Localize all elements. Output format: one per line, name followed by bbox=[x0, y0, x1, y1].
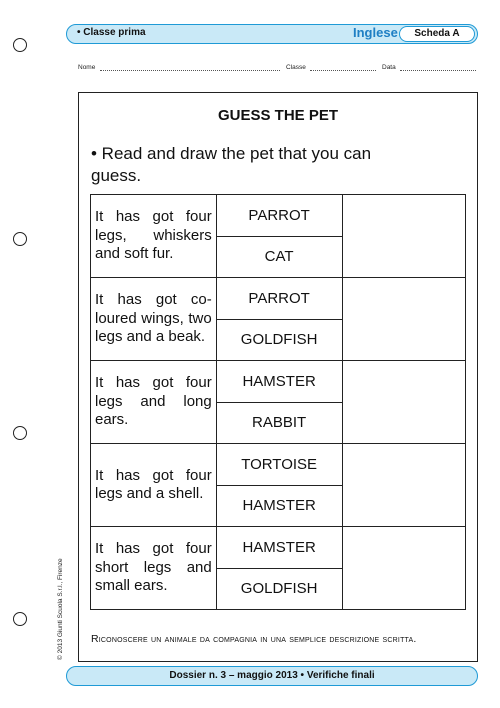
pet-description: It has got four legs, whiskers and soft fur. bbox=[91, 195, 217, 278]
pet-option[interactable]: PARROT bbox=[216, 278, 342, 320]
pet-description: It has got four legs and a shell. bbox=[91, 444, 217, 527]
date-field[interactable] bbox=[400, 64, 476, 71]
copyright-text: © 2013 Giunti Scuola S.r.l., Firenze bbox=[57, 558, 64, 660]
table-row bbox=[91, 527, 466, 569]
footer-bar bbox=[66, 666, 478, 686]
class-field[interactable] bbox=[310, 64, 376, 71]
subject-label: Inglese bbox=[353, 25, 398, 40]
drawing-box[interactable] bbox=[342, 444, 465, 527]
pet-option[interactable]: HAMSTER bbox=[216, 485, 342, 527]
instruction-text: • Read and draw the pet that you can guess. bbox=[91, 144, 372, 185]
pet-option[interactable]: GOLDFISH bbox=[216, 568, 342, 610]
worksheet-title: GUESS THE PET bbox=[217, 107, 339, 124]
binder-hole-3 bbox=[13, 426, 27, 440]
pet-option[interactable]: HAMSTER bbox=[216, 361, 342, 403]
table-row bbox=[91, 444, 466, 486]
name-label: Nome bbox=[78, 64, 96, 71]
drawing-box[interactable] bbox=[342, 527, 465, 610]
name-field[interactable] bbox=[100, 64, 280, 71]
drawing-box[interactable] bbox=[342, 361, 465, 444]
pet-option[interactable]: CAT bbox=[216, 236, 342, 278]
class-label: • Classe prima bbox=[77, 27, 146, 38]
pet-option[interactable]: PARROT bbox=[216, 195, 342, 237]
sheet-badge: Scheda A bbox=[399, 26, 475, 42]
pet-description: It has got four short legs and small ears. bbox=[91, 527, 217, 610]
binder-hole-4 bbox=[13, 612, 27, 626]
table-row bbox=[91, 361, 466, 403]
objective-caption: Riconoscere un animale da compagnia in una semplice descrizione scritta. bbox=[91, 633, 417, 645]
pet-option[interactable]: TORTOISE bbox=[216, 444, 342, 486]
pet-option[interactable]: HAMSTER bbox=[216, 527, 342, 569]
header-bar bbox=[66, 24, 478, 44]
pet-description: It has got co-loured wings, two legs and a beak. bbox=[91, 278, 217, 361]
table-row bbox=[91, 195, 466, 237]
pet-option[interactable]: GOLDFISH bbox=[216, 319, 342, 361]
binder-hole-2 bbox=[13, 232, 27, 246]
drawing-box[interactable] bbox=[342, 195, 465, 278]
pet-option[interactable]: RABBIT bbox=[216, 402, 342, 444]
class-field-label: Classe bbox=[286, 64, 306, 71]
drawing-box[interactable] bbox=[342, 278, 465, 361]
binder-hole-1 bbox=[13, 38, 27, 52]
student-fields bbox=[78, 64, 478, 76]
pet-table bbox=[90, 194, 466, 610]
pet-description: It has got four legs and long ears. bbox=[91, 361, 217, 444]
worksheet-frame bbox=[78, 92, 478, 662]
footer-text: Dossier n. 3 – maggio 2013 • Verifiche finali bbox=[169, 670, 375, 681]
date-label: Data bbox=[382, 64, 396, 71]
table-row bbox=[91, 278, 466, 320]
